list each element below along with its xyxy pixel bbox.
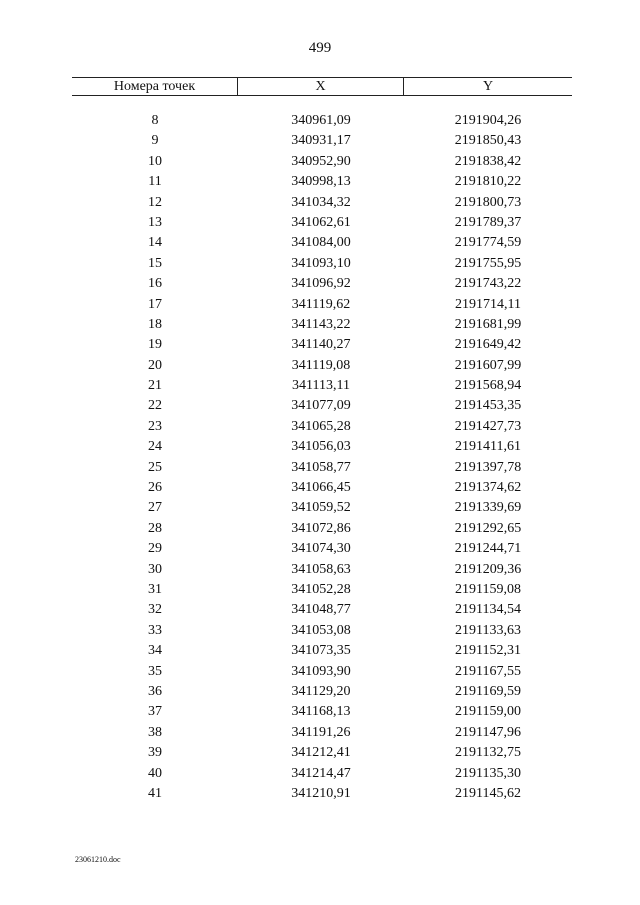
x-coordinate-cell: 340931,17 — [291, 133, 351, 149]
y-coordinate-cell: 2191209,36 — [454, 561, 522, 577]
column-header-y: Y — [482, 79, 494, 94]
y-coordinate-cell: 2191681,99 — [454, 316, 522, 332]
table-row — [72, 417, 572, 437]
x-coordinate-cell: 341129,20 — [291, 683, 351, 699]
y-coordinate-cell: 2191374,62 — [454, 480, 522, 496]
point-number-cell: 11 — [148, 174, 162, 190]
y-coordinate-cell: 2191755,95 — [454, 255, 522, 271]
table-row — [72, 641, 572, 661]
point-number-cell: 27 — [148, 500, 162, 516]
table-row — [72, 111, 572, 131]
x-coordinate-cell: 341084,00 — [291, 235, 351, 251]
y-coordinate-cell: 2191714,11 — [455, 296, 521, 312]
y-coordinate-cell: 2191810,22 — [454, 174, 522, 190]
table-row — [72, 437, 572, 457]
y-coordinate-cell: 2191649,42 — [454, 337, 522, 353]
table-row — [72, 396, 572, 416]
point-number-cell: 8 — [151, 113, 159, 128]
x-coordinate-cell: 341058,63 — [291, 561, 351, 577]
x-coordinate-cell: 341072,86 — [291, 520, 351, 536]
point-number-cell: 15 — [148, 255, 162, 271]
point-number-cell: 38 — [148, 724, 162, 740]
point-number-cell: 24 — [148, 439, 162, 455]
point-number-cell: 34 — [148, 643, 162, 659]
y-coordinate-cell: 2191850,43 — [454, 133, 522, 149]
point-number-cell: 41 — [148, 785, 162, 801]
table-row — [72, 580, 572, 600]
table-row — [72, 152, 572, 172]
table-row — [72, 662, 572, 682]
point-number-cell: 12 — [148, 194, 162, 210]
table-row — [72, 193, 572, 213]
table-row — [72, 295, 572, 315]
y-coordinate-cell: 2191147,96 — [455, 724, 521, 740]
y-coordinate-cell: 2191774,59 — [454, 235, 522, 251]
point-number-cell: 9 — [151, 133, 159, 149]
x-coordinate-cell: 341143,22 — [291, 316, 351, 332]
y-coordinate-cell: 2191145,62 — [455, 785, 521, 801]
table-row — [72, 315, 572, 335]
x-coordinate-cell: 341048,77 — [291, 602, 351, 618]
y-coordinate-cell: 2191339,69 — [454, 500, 522, 516]
y-coordinate-cell: 2191800,73 — [454, 194, 522, 210]
table-row — [72, 213, 572, 233]
y-coordinate-cell: 2191159,08 — [455, 581, 521, 597]
point-number-cell: 26 — [148, 480, 162, 496]
point-number-cell: 16 — [148, 276, 162, 292]
column-header-point-number: Номера точек — [72, 78, 238, 95]
table-row — [72, 784, 572, 804]
table-row — [72, 458, 572, 478]
y-coordinate-cell: 2191169,59 — [455, 683, 521, 699]
point-number-cell: 23 — [148, 418, 162, 434]
point-number-cell: 36 — [148, 683, 162, 699]
y-coordinate-cell: 2191159,00 — [455, 704, 521, 720]
point-number-cell: 39 — [148, 745, 162, 761]
table-row — [72, 233, 572, 253]
x-coordinate-cell: 340961,09 — [291, 113, 351, 128]
table-row — [72, 621, 572, 641]
point-number-cell: 22 — [148, 398, 162, 414]
table-row — [72, 743, 572, 763]
table-row — [72, 498, 572, 518]
table-header — [72, 77, 572, 96]
point-number-cell: 30 — [148, 561, 162, 577]
y-coordinate-cell: 2191743,22 — [454, 276, 522, 292]
y-coordinate-cell: 2191427,73 — [454, 418, 522, 434]
y-coordinate-cell: 2191789,37 — [454, 214, 522, 230]
x-coordinate-cell: 341212,41 — [291, 745, 351, 761]
y-coordinate-cell: 2191244,71 — [454, 541, 522, 557]
table-row — [72, 274, 572, 294]
table-row — [72, 519, 572, 539]
table-row — [72, 764, 572, 784]
point-number-cell: 28 — [148, 520, 162, 536]
x-coordinate-cell: 341140,27 — [291, 337, 351, 353]
point-number-cell: 20 — [148, 357, 162, 373]
x-coordinate-cell: 341113,11 — [292, 378, 350, 394]
point-number-cell: 10 — [148, 153, 162, 169]
x-coordinate-cell: 341191,26 — [291, 724, 351, 740]
point-number-cell: 18 — [148, 316, 162, 332]
x-coordinate-cell: 341093,10 — [291, 255, 351, 271]
point-number-cell: 25 — [148, 459, 162, 475]
column-header-x: X — [238, 78, 404, 95]
point-number-cell: 32 — [148, 602, 162, 618]
point-number-cell: 21 — [148, 378, 162, 394]
table-row — [72, 131, 572, 151]
x-coordinate-cell: 341056,03 — [291, 439, 351, 455]
table-row — [72, 723, 572, 743]
x-coordinate-cell: 341053,08 — [291, 622, 351, 638]
x-coordinate-cell: 341119,08 — [291, 357, 351, 373]
y-coordinate-cell: 2191838,42 — [454, 153, 522, 169]
x-coordinate-cell: 341074,30 — [291, 541, 351, 557]
y-coordinate-cell: 2191397,78 — [454, 459, 522, 475]
y-coordinate-cell: 2191133,63 — [455, 622, 521, 638]
table-body — [72, 111, 572, 804]
x-coordinate-cell: 341210,91 — [291, 785, 351, 801]
y-coordinate-cell: 2191568,94 — [454, 378, 522, 394]
table-row — [72, 172, 572, 192]
point-number-cell: 35 — [148, 663, 162, 679]
x-coordinate-cell: 341058,77 — [291, 459, 351, 475]
point-number-cell: 40 — [148, 765, 162, 781]
y-coordinate-cell: 2191292,65 — [454, 520, 522, 536]
y-coordinate-cell: 2191411,61 — [455, 439, 521, 455]
table-row — [72, 539, 572, 559]
x-coordinate-cell: 340998,13 — [291, 174, 351, 190]
y-coordinate-cell: 2191167,55 — [455, 663, 521, 679]
x-coordinate-cell: 341066,45 — [291, 480, 351, 496]
table-row — [72, 335, 572, 355]
point-number-cell: 14 — [148, 235, 162, 251]
table-row — [72, 702, 572, 722]
x-coordinate-cell: 341168,13 — [291, 704, 351, 720]
y-coordinate-cell: 2191607,99 — [454, 357, 522, 373]
y-coordinate-cell: 2191132,75 — [455, 745, 521, 761]
point-number-cell: 17 — [148, 296, 162, 312]
point-number-cell: 19 — [148, 337, 162, 353]
point-number-cell: 29 — [148, 541, 162, 557]
x-coordinate-cell: 341073,35 — [291, 643, 351, 659]
x-coordinate-cell: 341034,32 — [291, 194, 351, 210]
table-row — [72, 682, 572, 702]
table-row — [72, 356, 572, 376]
x-coordinate-cell: 341093,90 — [291, 663, 351, 679]
table-row — [72, 376, 572, 396]
y-coordinate-cell: 2191152,31 — [455, 643, 521, 659]
x-coordinate-cell: 341052,28 — [291, 581, 351, 597]
document-filename: 23061210.doc — [75, 855, 121, 864]
table-row — [72, 478, 572, 498]
point-number-cell: 13 — [148, 214, 162, 230]
x-coordinate-cell: 341059,52 — [291, 500, 351, 516]
x-coordinate-cell: 341065,28 — [291, 418, 351, 434]
y-coordinate-cell: 2191134,54 — [455, 602, 521, 618]
y-coordinate-cell: 2191904,26 — [454, 113, 522, 128]
x-coordinate-cell: 341096,92 — [291, 276, 351, 292]
y-coordinate-cell: 2191135,30 — [455, 765, 521, 781]
table-row — [72, 560, 572, 580]
x-coordinate-cell: 341077,09 — [291, 398, 351, 414]
x-coordinate-cell: 341119,62 — [291, 296, 351, 312]
x-coordinate-cell: 341214,47 — [291, 765, 351, 781]
point-number-cell: 31 — [148, 581, 162, 597]
point-number-cell: 37 — [148, 704, 162, 720]
table-row — [72, 254, 572, 274]
table-row — [72, 600, 572, 620]
x-coordinate-cell: 341062,61 — [291, 214, 351, 230]
page-number: 499 — [308, 40, 332, 56]
x-coordinate-cell: 340952,90 — [291, 153, 351, 169]
y-coordinate-cell: 2191453,35 — [454, 398, 522, 414]
point-number-cell: 33 — [148, 622, 162, 638]
